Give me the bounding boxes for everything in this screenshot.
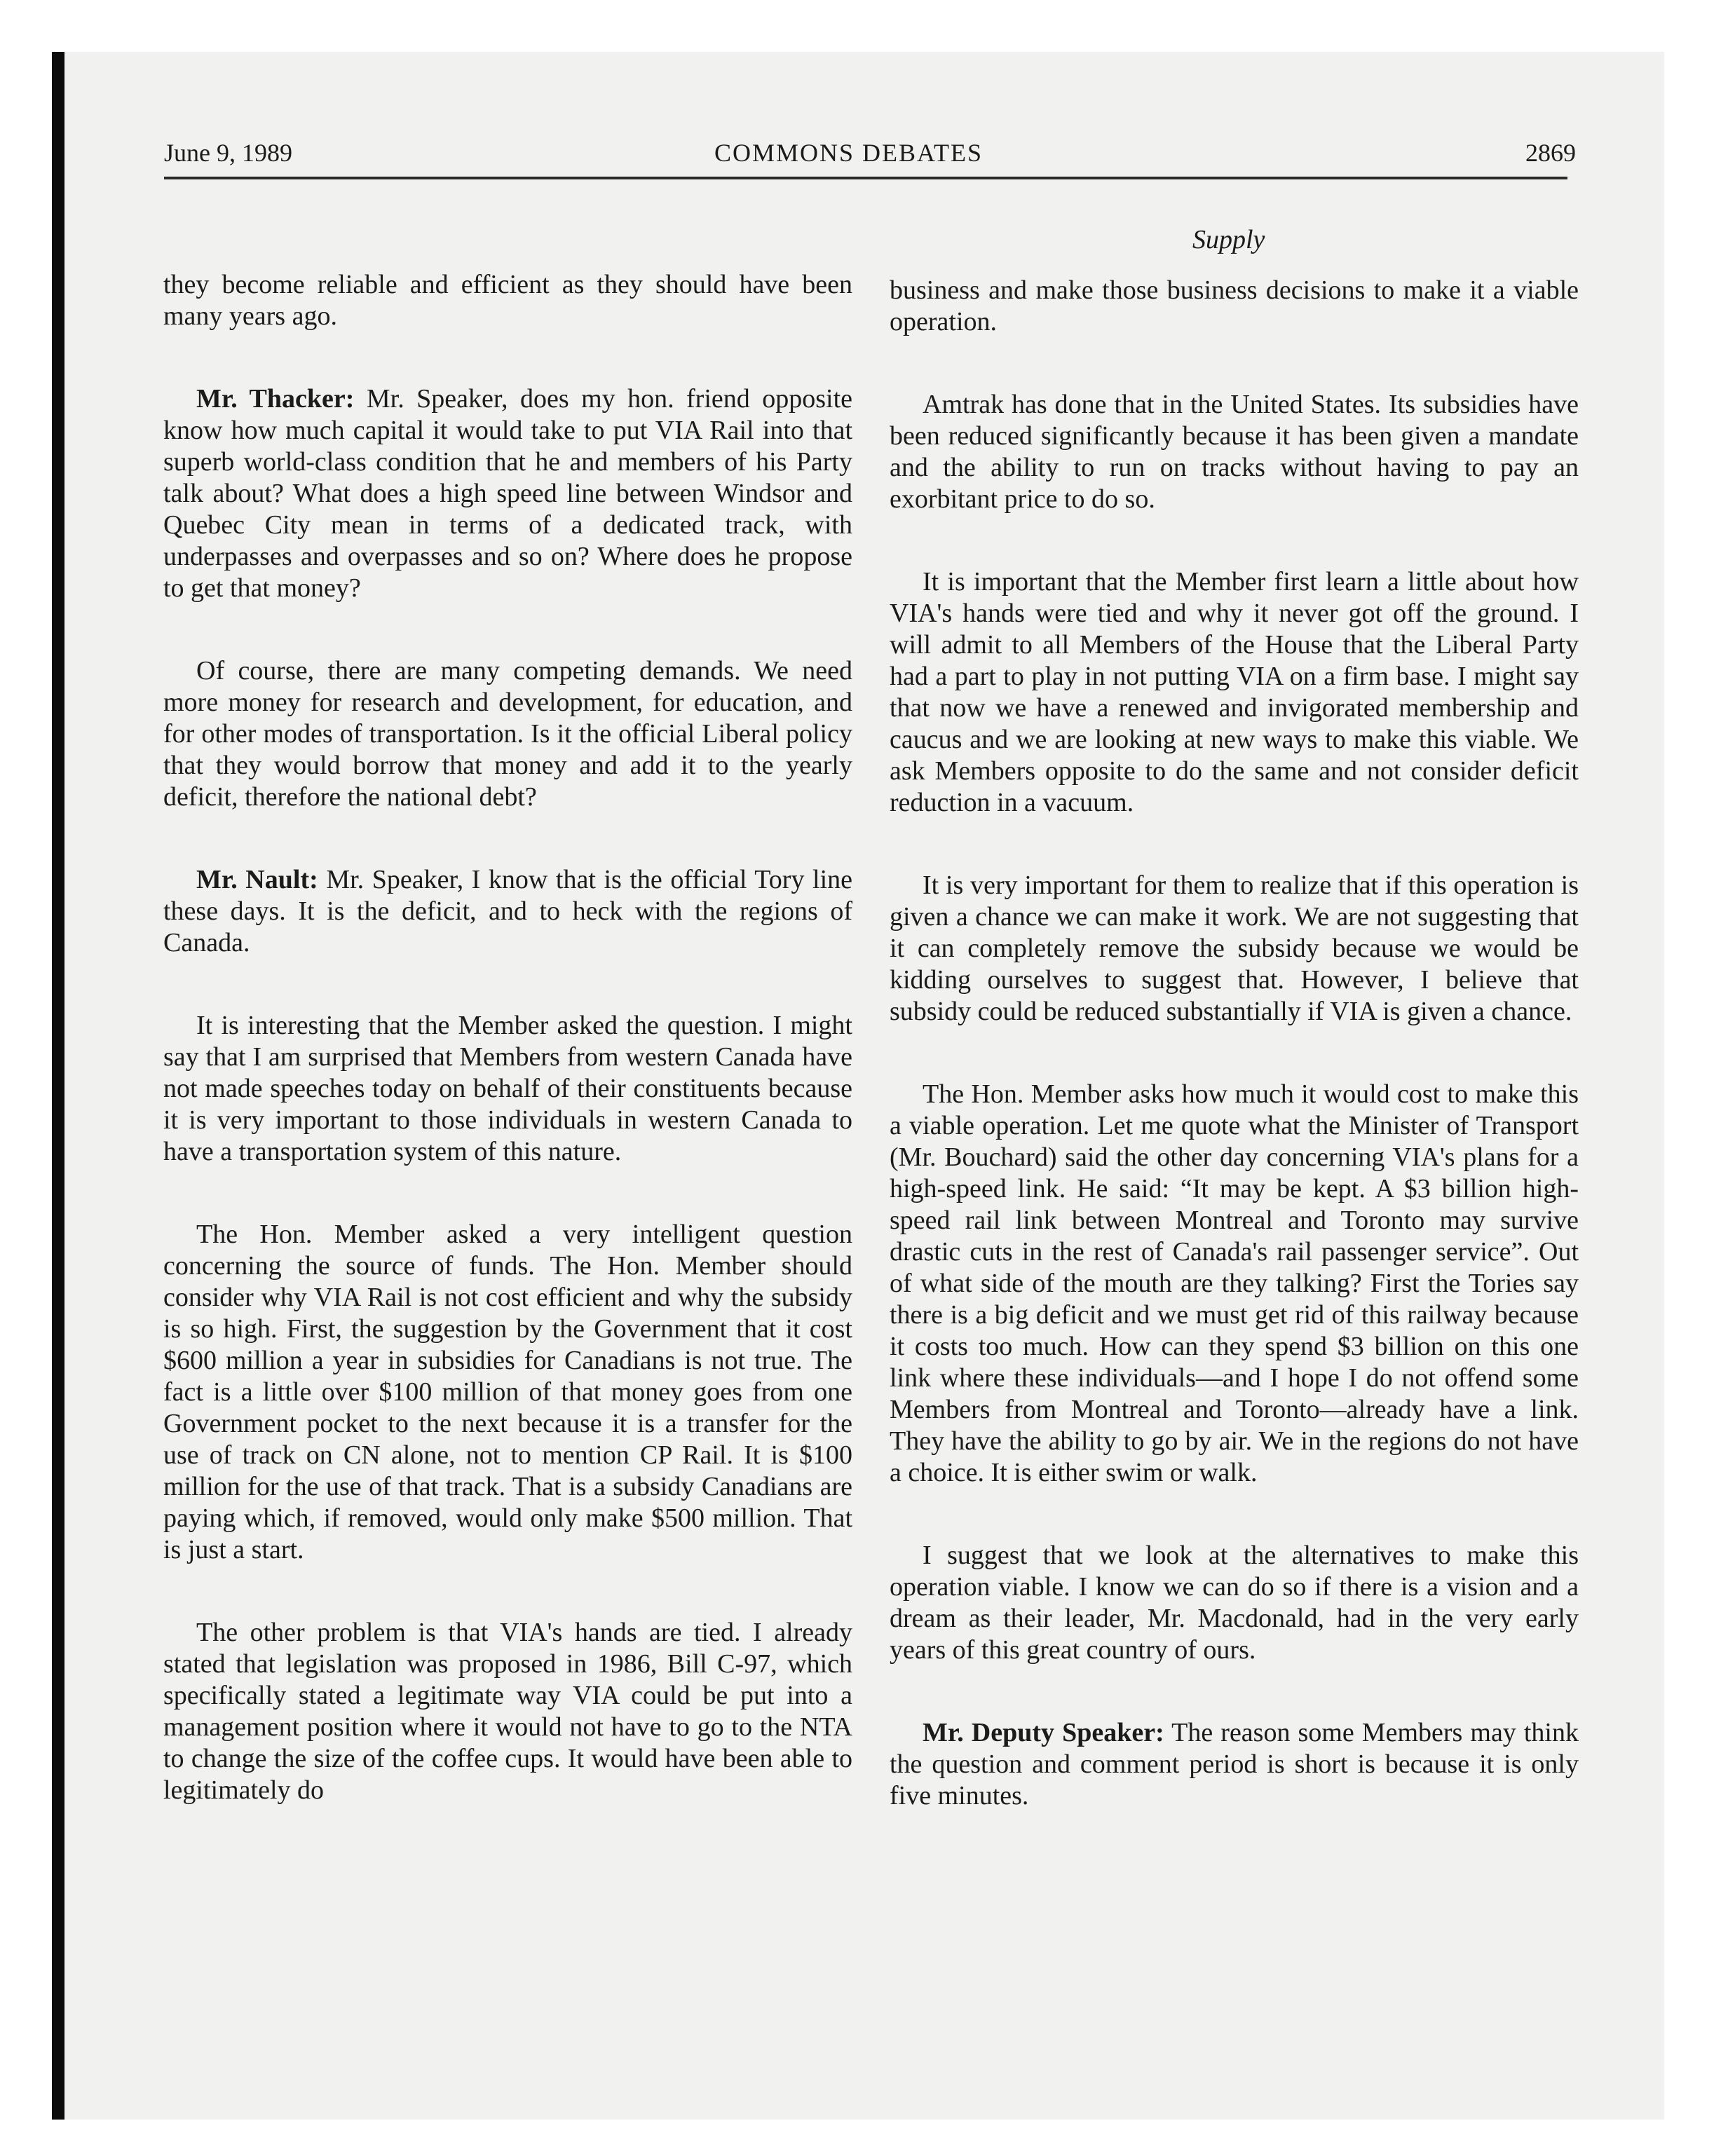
paragraph-text: The Hon. Member asks how much it would cost to make this a viable operation. Let me quote what the Minister of Transport (Mr. Bouchard) said the other day concerning VIA's plans for a high-speed link. He said: “It may be kept. A $3 billion high-speed rail link between Montreal and Toronto may survive drastic cuts in the rest of Canada's rail passenger service”. Out of what side of the mouth are they talking? First the Tories say there is a big deficit and we must get rid of this railway because it costs too much. How can they spend $3 billion on this one link where these individuals—and I hope I do not offend some Members from Montreal and Toronto—already have a link. They have the ability to go by air. We in the regions do not have a choice. It is either swim or walk. bbox=[890, 1079, 1579, 1487]
paragraph-text: Of course, there are many competing demands. We need more money for research and development, for education, and for other modes of transportation. Is it the official Liberal policy that they would borrow that money and add it to the yearly deficit, therefore the national debt? bbox=[163, 656, 852, 812]
paragraph bbox=[890, 389, 1579, 515]
speaker-name: Mr. Nault: bbox=[196, 865, 318, 894]
paragraph bbox=[890, 1079, 1579, 1489]
paragraph bbox=[163, 1617, 852, 1806]
paragraph-text: Mr. Speaker, I know that is the official Tory line these days. It is the deficit, and to heck with the regions of Canada. bbox=[163, 865, 853, 957]
paragraph bbox=[163, 1010, 852, 1168]
header-date: June 9, 1989 bbox=[164, 139, 292, 167]
header-rule bbox=[164, 177, 1567, 179]
right-column bbox=[890, 275, 1579, 1863]
scanned-page bbox=[52, 52, 1664, 2120]
paragraph bbox=[890, 1717, 1579, 1812]
paragraph-text: I suggest that we look at the alternatives to make this operation viable. I know we can do so if there is a vision and a dream as their leader, Mr. Macdonald, had in the very early years of this great country of ours. bbox=[890, 1541, 1579, 1665]
paragraph bbox=[890, 870, 1579, 1028]
paragraph bbox=[163, 1219, 852, 1566]
section-label: Supply bbox=[1192, 225, 1265, 254]
paragraph bbox=[163, 383, 852, 604]
paragraph bbox=[890, 566, 1579, 819]
speaker-name: Mr. Deputy Speaker: bbox=[923, 1718, 1164, 1747]
paragraph-text: The other problem is that VIA's hands are tied. I already stated that legislation was proposed in 1986, Bill C-97, which specifically stated a legitimate way VIA could be put into a management position where it would not have to go to the NTA to change the size of the coffee cups. It would have been able to legitimately do bbox=[163, 1618, 852, 1805]
left-column bbox=[163, 269, 852, 1857]
paragraph-text: The Hon. Member asked a very intelligent question concerning the source of funds. The Hon. Member should consider why VIA Rail is not cost efficient and why the subsidy is so high. First, the suggestion by the Government that it cost $600 million a year in subsidies for Canadians is not true. The fact is a little over $100 million of that money goes from one Government pocket to the next because it is a transfer for the use of track on CN alone, not to mention CP Rail. It is $100 million for the use of that track. That is a subsidy Canadians are paying which, if removed, would only make $500 million. That is just a start. bbox=[163, 1220, 852, 1564]
paragraph-text: Amtrak has done that in the United States. Its subsidies have been reduced significantly because it has been given a mandate and the ability to run on tracks without having to pay an exorbitant price to do so. bbox=[890, 390, 1579, 514]
paragraph bbox=[890, 1540, 1579, 1666]
paragraph-text: It is very important for them to realize that if this operation is given a chance we can make it work. We are not suggesting that it can completely remove the subsidy because we would be kidding ourselves to suggest that. However, I believe that subsidy could be reduced substantially if VIA is given a chance. bbox=[890, 871, 1579, 1026]
header-title: COMMONS DEBATES bbox=[714, 139, 984, 167]
paragraph-text: business and make those business decisions to make it a viable operation. bbox=[890, 275, 1579, 336]
paragraph-text: It is interesting that the Member asked the question. I might say that I am surprised that Members from western Canada have not made speeches today on behalf of their constituents because it is very important to those individuals in western Canada to have a transportation system of this nature. bbox=[163, 1011, 852, 1166]
paragraph-text: It is important that the Member first learn a little about how VIA's hands were tied and why it never got off the ground. I will admit to all Members of the House that the Liberal Party had a part to play in not putting VIA on a firm base. I might say that now we have a renewed and invigorated membership and caucus and we are looking at new ways to make this viable. We ask Members opposite to do the same and not consider deficit reduction in a vacuum. bbox=[890, 567, 1579, 817]
speaker-name: Mr. Thacker: bbox=[196, 384, 355, 414]
scan-edge-shadow bbox=[52, 52, 64, 2120]
paragraph bbox=[163, 864, 852, 959]
paragraph-text: The reason some Members may think the question and comment period is short is because it is only five minutes. bbox=[890, 1718, 1579, 1810]
paragraph bbox=[890, 275, 1579, 338]
paragraph-text: Mr. Speaker, does my hon. friend opposite know how much capital it would take to put VIA Rail into that superb world-class condition that he and members of his Party talk about? What does a high speed line between Windsor and Quebec City mean in terms of a dedicated track, with underpasses and overpasses and so on? Where does he propose to get that money? bbox=[163, 384, 852, 603]
paragraph-text: they become reliable and efficient as they should have been many years ago. bbox=[163, 270, 852, 331]
paragraph bbox=[163, 269, 852, 332]
paragraph bbox=[163, 655, 852, 813]
header-page-number: 2869 bbox=[1525, 139, 1576, 167]
